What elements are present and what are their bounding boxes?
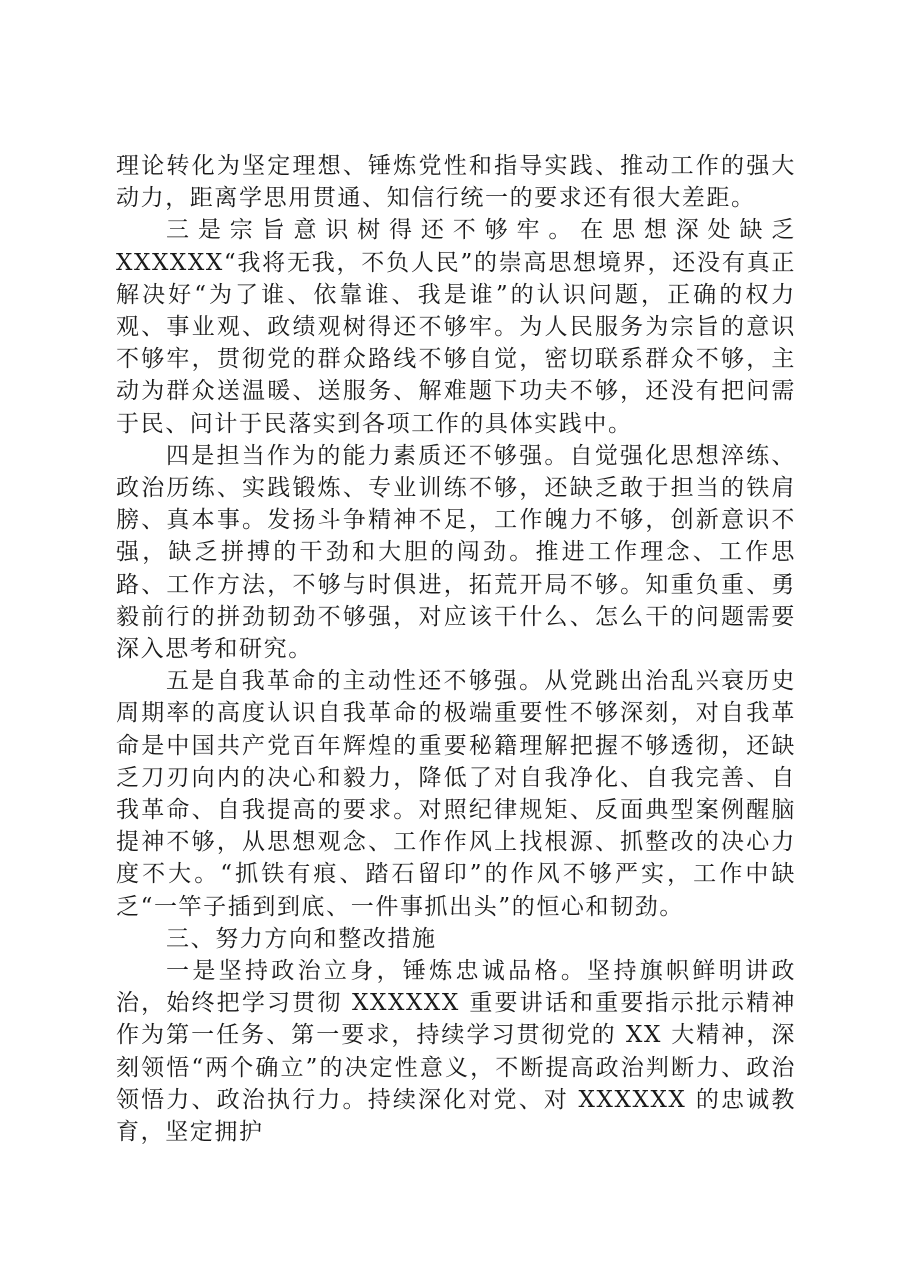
paragraph-political-stance: 一是坚持政治立身，锤炼忠诚品格。坚持旗帜鲜明讲政治，始终把学习贯彻 XXXXXX 重要讲话和重要指示批示精神作为第一任务、第一要求，持续学习贯彻党的 XX 大精神，深刻领悟“两个确立”的决定性意义，不断提高政治判断力、政治领悟力、政治执行力。持续深化对党、对 XXXXXX 的忠诚教育，坚定拥护 [116, 958, 796, 1146]
paragraph-continuation: 理论转化为坚定理想、锤炼党性和指导实践、推动工作的强大动力，距离学思用贯通、知信行统一的要求还有很大差距。 [116, 153, 796, 212]
paragraph-purpose-awareness: 三是宗旨意识树得还不够牢。在思想深处缺乏 XXXXXX“我将无我，不负人民”的崇高思想境界，还没有真正解决好“为了谁、依靠谁、我是谁”的认识问题，正确的权力观、事业观、政绩观树得还不够牢。为人民服务为宗旨的意识不够牢，贯彻党的群众路线不够自觉，密切联系群众不够，主动为群众送温暖、送服务、解难题下功夫不够，还没有把问需于民、问计于民落实到各项工作的具体实践中。 [116, 217, 796, 437]
paragraph-responsibility-ability: 四是担当作为的能力素质还不够强。自觉强化思想淬练、政治历练、实践锻炼、专业训练不够，还缺乏敢于担当的铁肩膀、真本事。发扬斗争精神不足，工作魄力不够，创新意识不强，缺乏拼搏的干劲和大胆的闯劲。推进工作理念、工作思路、工作方法，不够与时俱进，拓荒开局不够。知重负重、勇毅前行的拼劲韧劲不够强，对应该干什么、怎么干的问题需要深入思考和研究。 [116, 442, 796, 663]
paragraph-self-revolution: 五是自我革命的主动性还不够强。从党跳出治乱兴衰历史周期率的高度认识自我革命的极端重要性不够深刻，对自我革命是中国共产党百年辉煌的重要秘籍理解把握不够透彻，还缺乏刀刃向内的决心和毅力，降低了对自我净化、自我完善、自我革命、自我提高的要求。对照纪律规矩、反面典型案例醒脑提神不够，从思想观念、工作作风上找根源、抓整改的决心力度不大。“抓铁有痕、踏石留印”的作风不够严实，工作中缺乏“一竿子插到到底、一件事抓出头”的恒心和韧劲。 [116, 668, 796, 920]
document-body [116, 150, 796, 1148]
section-heading: 三、努力方向和整改措施 [166, 925, 437, 952]
